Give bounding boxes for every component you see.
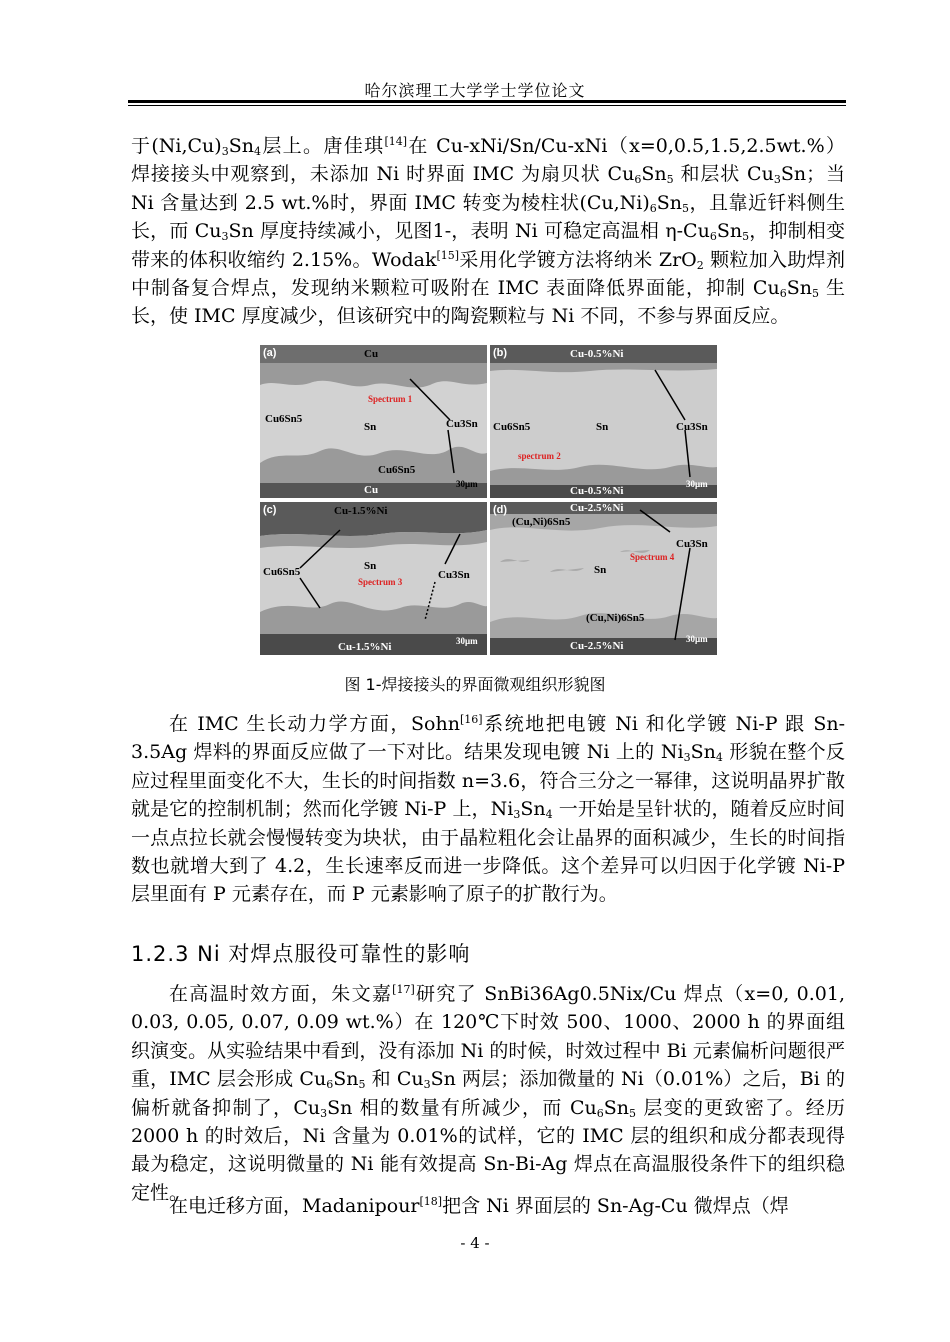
panel-c [260, 502, 487, 655]
panel-label: (b) [493, 347, 508, 359]
citation: [14] [384, 135, 408, 148]
paragraph-1: 于$(Ni,Cu)_3Sn_4$层上。唐佳琪[14]在 Cu-xNi/Sn/Cu-xNi（x=0,0.5,1.5,2.5wt.%）焊接接头中观察到，未添加 Ni 时界面 IMC 为扇贝状 $Cu_6Sn_5$ 和层状 $Cu_3Sn$；当 Ni 含量达到 2.5 wt.%时，界面 IMC 转变为棱柱状$(Cu,Ni)_6Sn_5$，且靠近钎料侧生长，而 $Cu_3Sn$ 厚度持续减小，见图1-，表明 Ni 可稳定高温相 $\eta-Cu_6Sn_5$，抑制相变带来的体积收缩约 2.15%。Wodak[15]采用化学镀方法将纳米 ZrO$_2$ 颗粒加入助焊剂中制备复合焊点，发现纳米颗粒可吸附在 IMC 表面降低界面能，抑制 $Cu_6Sn_5$ 生长，使 IMC 厚度减少，但该研究中的陶瓷颗粒与 Ni 不同，不参与界面反应。 [131, 135, 845, 328]
panel-label: (c) [263, 504, 277, 516]
micrograph-figure [260, 345, 718, 655]
running-header: 哈尔滨理工大学学士学位论文 [364, 81, 586, 100]
label-top: Cu-2.5%Ni [570, 502, 624, 514]
label-right: Cu3Sn [446, 418, 478, 430]
label-bottom: Cu-1.5%Ni [338, 641, 392, 653]
paragraph-4: 在电迁移方面，Madanipour[18]把含 Ni 界面层的 Sn-Ag-Cu 微焊点（焊 [169, 1195, 789, 1217]
panel-label: (d) [493, 504, 508, 516]
label-left: Cu6Sn5 [493, 421, 531, 433]
label-lower: Cu6Sn5 [378, 464, 416, 476]
label-top: Cu-0.5%Ni [570, 348, 624, 360]
page-number: - 4 - [460, 1234, 490, 1252]
label-center: Sn [364, 421, 377, 433]
citation: [18] [419, 1195, 443, 1208]
label-center: Sn [364, 560, 377, 572]
header-rule-thin [128, 105, 846, 106]
spectrum-label: Spectrum 4 [630, 552, 675, 562]
header-rule [128, 100, 846, 103]
scale-bar: 30μm [686, 479, 708, 489]
panel-a [260, 345, 487, 498]
paragraph-2: 在 IMC 生长动力学方面，Sohn[16]系统地把电镀 Ni 和化学镀 Ni-P 跟 Sn-3.5Ag 焊料的界面反应做了一下对比。结果发现电镀 Ni 上的 $Ni_3Sn_4$ 形貌在整个反应过程里面变化不大，生长的时间指数 n=3.6，符合三分之一幂律，这说明晶界扩散就是它的控制机制；然而化学镀 Ni-P 上，$Ni_3Sn_4$ 一开始是呈针状的，随着反应时间一点点拉长就会慢慢转变为块状，由于晶粒粗化会让晶界的面积减少，生长的时间指数也就增大到了 4.2，生长速率反而进一步降低。这个差异可以归因于化学镀 Ni-P 层里面有 P 元素存在，而 P 元素影响了原子的扩散行为。 [131, 713, 845, 906]
paragraph-3: 在高温时效方面，朱文嘉[17]研究了 SnBi36Ag0.5Nix/Cu 焊点（x=0, 0.01, 0.03, 0.05, 0.07, 0.09 wt.%）在 120℃下时效 500、1000、2000 h 的界面组织演变。从实验结果中看到，没有添加 Ni 的时候，时效过程中 Bi 元素偏析问题很严重，IMC 层会形成 $Cu_6Sn_5$ 和 $Cu_3Sn$ 两层；添加微量的 Ni（0.01%）之后，Bi 的偏析就备抑制了，$Cu_3Sn$ 相的数量有所减少，而 $Cu_6Sn_5$ 层变的更致密了。经历 2000 h 的时效后，Ni 含量为 0.01%的试样，它的 IMC 层的组织和成分都表现得最为稳定，这说明微量的 Ni 能有效提高 Sn-Bi-Ag 焊点在高温服役条件下的组织稳定性。 [131, 983, 846, 1204]
label-bottom: Cu-0.5%Ni [570, 485, 624, 497]
scale-bar: 30μm [686, 634, 708, 644]
label-right: Cu3Sn [438, 569, 470, 581]
spectrum-label: spectrum 2 [518, 451, 561, 461]
spectrum-label: Spectrum 3 [358, 577, 403, 587]
label-lower: (Cu,Ni)6Sn5 [586, 612, 645, 624]
label-center: Sn [596, 421, 609, 433]
label-upper: (Cu,Ni)6Sn5 [512, 516, 571, 528]
scale-bar: 30μm [456, 636, 478, 646]
label-left: Cu6Sn5 [263, 566, 301, 578]
panel-d [490, 502, 717, 655]
label-right: Cu3Sn [676, 538, 708, 550]
section-heading: 1.2.3 Ni 对焊点服役可靠性的影响 [131, 942, 471, 966]
spectrum-label: Spectrum 1 [368, 394, 413, 404]
scale-bar: 30μm [456, 479, 478, 489]
figure-caption: 图 1-焊接接头的界面微观组织形貌图 [344, 675, 606, 694]
label-top: Cu-1.5%Ni [334, 505, 388, 517]
label-bottom: Cu [364, 484, 379, 496]
citation: [17] [392, 983, 415, 996]
label-bottom: Cu-2.5%Ni [570, 640, 624, 652]
panel-label: (a) [263, 347, 277, 359]
citation: [16] [459, 713, 483, 726]
label-right: Cu3Sn [676, 421, 708, 433]
label-left: Cu6Sn5 [265, 413, 303, 425]
label-top: Cu [364, 348, 379, 360]
label-center: Sn [594, 564, 607, 576]
citation: [15] [436, 248, 460, 262]
panel-b [490, 345, 717, 498]
